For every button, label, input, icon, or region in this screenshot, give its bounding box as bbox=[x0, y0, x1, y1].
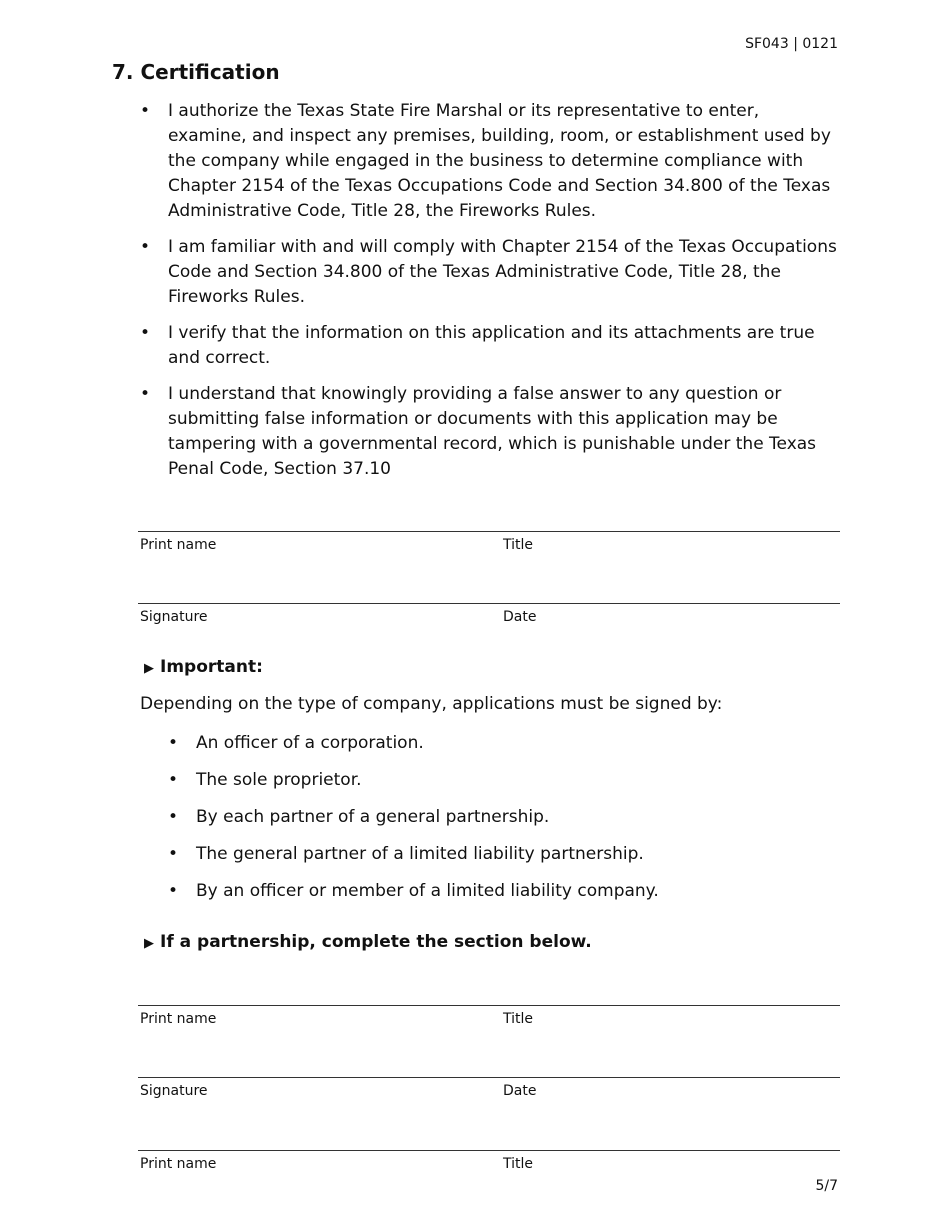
print-name-label: Print name bbox=[140, 1156, 217, 1172]
title-label: Title bbox=[503, 1156, 534, 1172]
list-item: • The general partner of a limited liability partnership. bbox=[168, 842, 659, 867]
list-item: • I verify that the information on this application and its attachments are true and correct. bbox=[140, 321, 840, 371]
list-item: • An officer of a corporation. bbox=[168, 731, 659, 756]
signature-label: Signature bbox=[140, 1083, 208, 1099]
print-name-label: Print name bbox=[140, 537, 217, 553]
list-item: • The sole proprietor. bbox=[168, 768, 659, 793]
print-name-label: Print name bbox=[140, 1011, 217, 1027]
important-heading-text: Important: bbox=[160, 657, 263, 677]
page-number: 5/7 bbox=[815, 1178, 838, 1194]
section-title: 7. Certification bbox=[112, 60, 280, 84]
date-label: Date bbox=[503, 609, 537, 625]
list-item: • I authorize the Texas State Fire Marshal or its representative to enter, examine, and inspect any premises, building, room, or establishment used by the company while engaged in the business to determine compliance with Chapter 2154 of the Texas Occupations Code and Section 34.800 of the Texas Administrative Code, Title 28, the Fireworks Rules. bbox=[140, 99, 840, 224]
certification-statements bbox=[140, 99, 840, 493]
list-item: • I understand that knowingly providing a false answer to any question or submitting false information or documents with this application may be tampering with a governmental record, which is punishable under the Texas Penal Code, Section 37.10 bbox=[140, 382, 840, 482]
signer-list bbox=[168, 731, 659, 916]
list-item: • By each partner of a general partnership. bbox=[168, 805, 659, 830]
form-code: SF043 | 0121 bbox=[745, 36, 838, 52]
partnership-heading-text: If a partnership, complete the section below. bbox=[160, 932, 592, 952]
title-label: Title bbox=[503, 1011, 534, 1027]
list-item: • By an officer or member of a limited liability company. bbox=[168, 879, 659, 904]
partner-signature-date-row[interactable] bbox=[138, 1077, 840, 1104]
signature-date-row[interactable] bbox=[138, 603, 840, 630]
signer-intro: Depending on the type of company, applications must be signed by: bbox=[140, 694, 723, 714]
partner2-print-name-title-row[interactable] bbox=[138, 1150, 840, 1177]
print-name-title-row[interactable] bbox=[138, 531, 840, 558]
list-item: • I am familiar with and will comply with Chapter 2154 of the Texas Occupations Code and Section 34.800 of the Texas Administrative Code, Title 28, the Fireworks Rules. bbox=[140, 235, 840, 310]
date-label: Date bbox=[503, 1083, 537, 1099]
important-heading bbox=[144, 657, 263, 677]
partnership-heading bbox=[144, 932, 592, 952]
triangle-right-icon: ▶ bbox=[144, 661, 154, 676]
title-label: Title bbox=[503, 537, 534, 553]
signature-label: Signature bbox=[140, 609, 208, 625]
triangle-right-icon: ▶ bbox=[144, 936, 154, 951]
partner-print-name-title-row[interactable] bbox=[138, 1005, 840, 1032]
